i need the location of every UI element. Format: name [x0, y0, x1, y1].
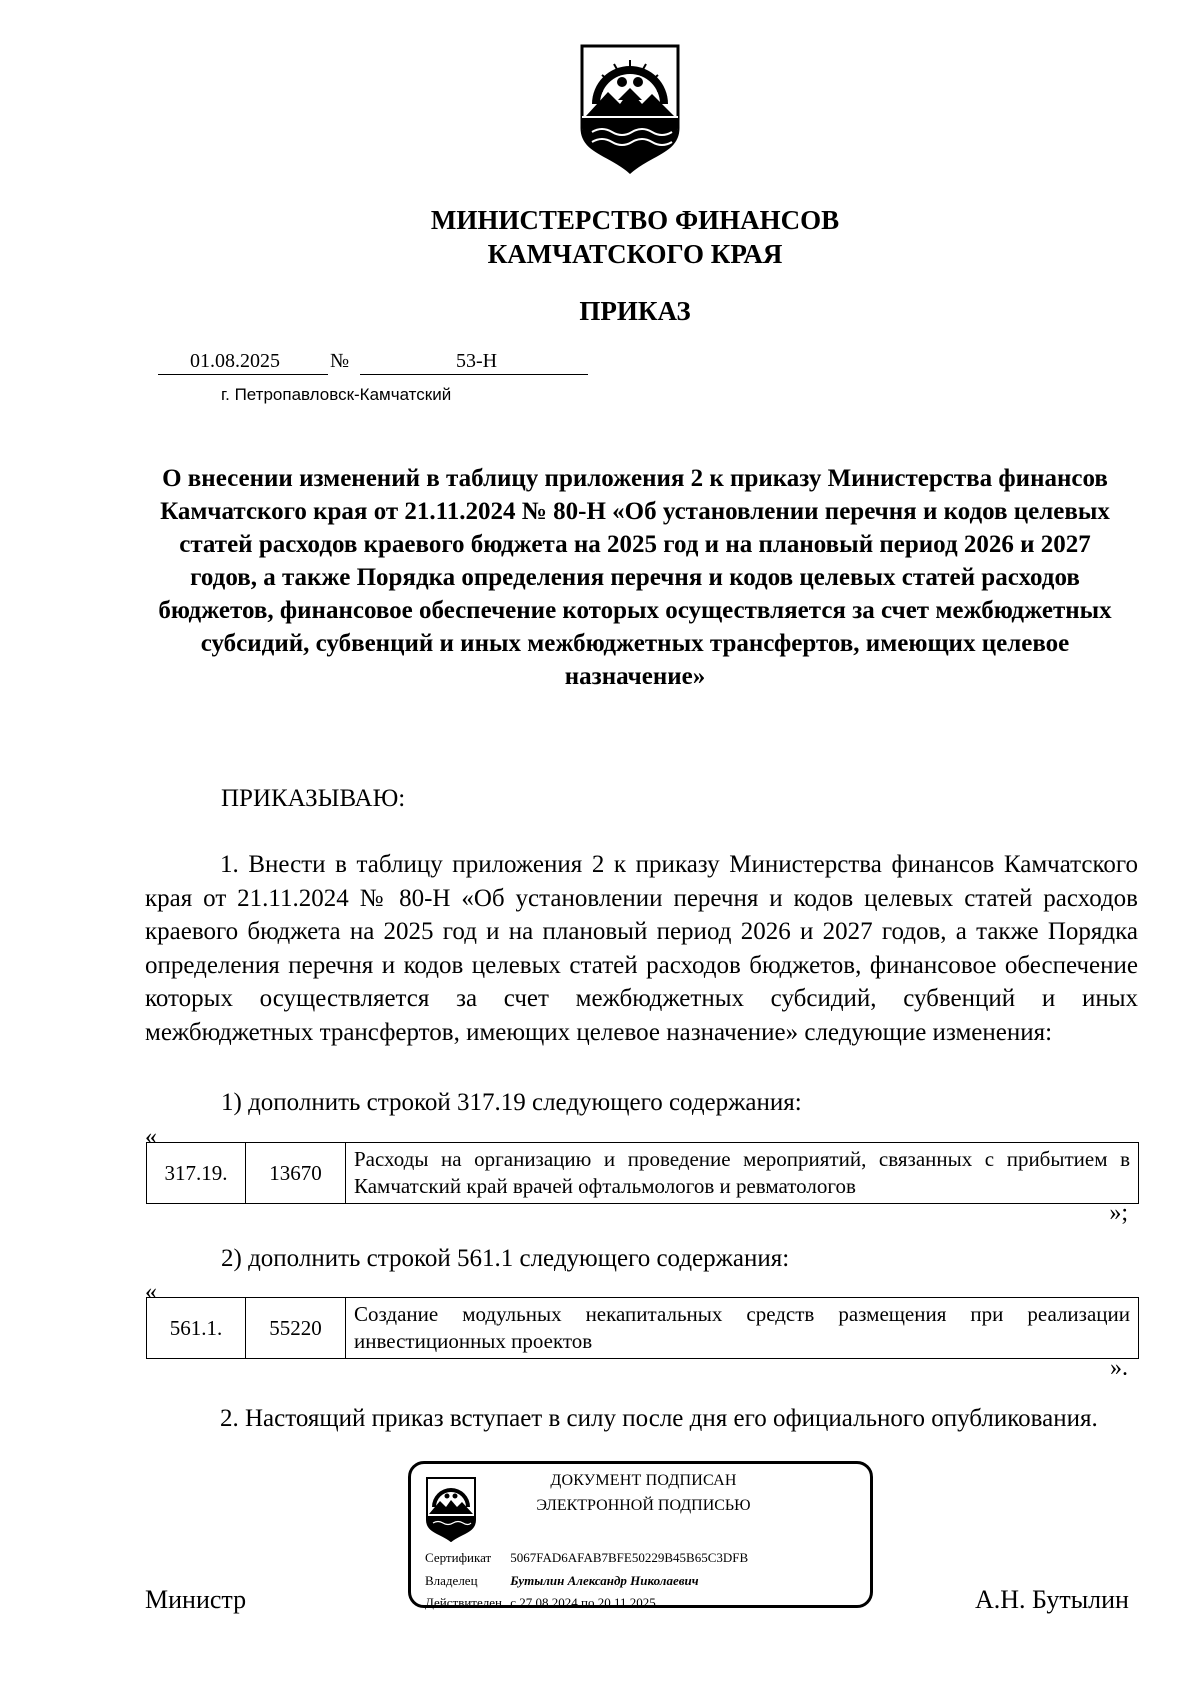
stamp-heading-line1: ДОКУМЕНТ ПОДПИСАН — [550, 1472, 737, 1489]
stamp-owner-row — [425, 1573, 699, 1589]
document-number: 53-Н — [456, 350, 498, 372]
table-cell-description: Расходы на организацию и проведение мероприятий, связанных с прибытием в Камчатский край врачей офтальмологов и ревматологов — [346, 1143, 1139, 1204]
document-date-field — [158, 350, 328, 375]
document-type-title: ПРИКАЗ — [579, 296, 691, 326]
electronic-signature-stamp — [408, 1461, 873, 1608]
stamp-certificate-row — [425, 1550, 748, 1566]
document-number-field — [360, 350, 588, 375]
stamp-owner-label: Владелец — [425, 1573, 478, 1588]
quote-open-1: « — [145, 1124, 157, 1150]
stamp-heading-line2: ЭЛЕКТРОННОЙ ПОДПИСЬЮ — [536, 1497, 751, 1514]
stamp-owner-value: Бутылин Александр Николаевич — [510, 1573, 699, 1588]
signatory-title: Министр — [145, 1585, 247, 1614]
table-cell-code: 55220 — [246, 1298, 346, 1359]
quote-open-2: « — [145, 1279, 157, 1305]
ministry-name-line1: МИНИСТЕРСТВО ФИНАНСОВ — [430, 205, 840, 235]
document-date: 01.08.2025 — [190, 350, 280, 372]
quote-close-1: »; — [1109, 1200, 1128, 1226]
stamp-validity-value: с 27.08.2024 по 20.11.2025 — [510, 1595, 656, 1610]
order-subject: О внесении изменений в таблицу приложения 2 к приказу Министерства финансов Камчатского края от 21.11.2024 № 80-Н «Об установлении перечня и кодов целевых статей расходов краевого бюджета на 2025 год и на плановый период 2026 и 2027 годов, а также Порядка определения перечня и кодов целевых статей расходов бюджетов, финансовое обеспечение которых осуществляется за счет межбюджетных субсидий, субвенций и иных межбюджетных трансфертов, имеющих целевое назначение» — [158, 465, 1112, 690]
table-cell-row-number: 561.1. — [147, 1298, 246, 1359]
added-row-table-1 — [146, 1142, 1139, 1204]
added-row-table-2 — [146, 1297, 1139, 1359]
table-cell-row-number: 317.19. — [147, 1143, 246, 1204]
stamp-validity-label: Действителен — [425, 1595, 502, 1610]
table-row — [147, 1143, 1139, 1204]
stamp-validity-row — [425, 1595, 656, 1611]
paragraph-2: 2. Настоящий приказ вступает в силу после дня его официального опубликования. — [220, 1405, 1098, 1432]
stamp-certificate-label: Сертификат — [425, 1550, 492, 1565]
coat-of-arms-emblem — [578, 42, 682, 174]
subitem-1: 1) дополнить строкой 317.19 следующего содержания: — [221, 1089, 802, 1116]
signatory-name: А.Н. Бутылин — [975, 1585, 1129, 1614]
subitem-2: 2) дополнить строкой 561.1 следующего содержания: — [221, 1245, 790, 1272]
number-sign: № — [330, 350, 350, 372]
quote-close-2: ». — [1110, 1355, 1128, 1381]
stamp-certificate-value: 5067FAD6AFAB7BFE50229B45B65C3DFB — [510, 1550, 749, 1565]
stamp-coat-of-arms-icon — [425, 1476, 477, 1542]
paragraph-1: 1. Внести в таблицу приложения 2 к приказу Министерства финансов Камчатского края от 21.11.2024 № 80-Н «Об установлении перечня и кодов целевых статей расходов краевого бюджета на 2025 год и на плановый период 2026 и 2027 годов, а также Порядка определения перечня и кодов целевых статей расходов бюджетов, финансовое обеспечение которых осуществляется за счет межбюджетных субсидий, субвенций и иных межбюджетных трансфертов, имеющих целевое назначение» следующие изменения: — [145, 851, 1138, 1046]
table-row — [147, 1298, 1139, 1359]
order-directive-word: ПРИКАЗЫВАЮ: — [221, 785, 406, 812]
table-cell-code: 13670 — [246, 1143, 346, 1204]
table-cell-description: Создание модульных некапитальных средств размещения при реализации инвестиционных проектов — [346, 1298, 1139, 1359]
city-name: г. Петропавловск-Камчатский — [221, 385, 452, 404]
ministry-name-line2: КАМЧАТСКОГО КРАЯ — [487, 239, 783, 269]
